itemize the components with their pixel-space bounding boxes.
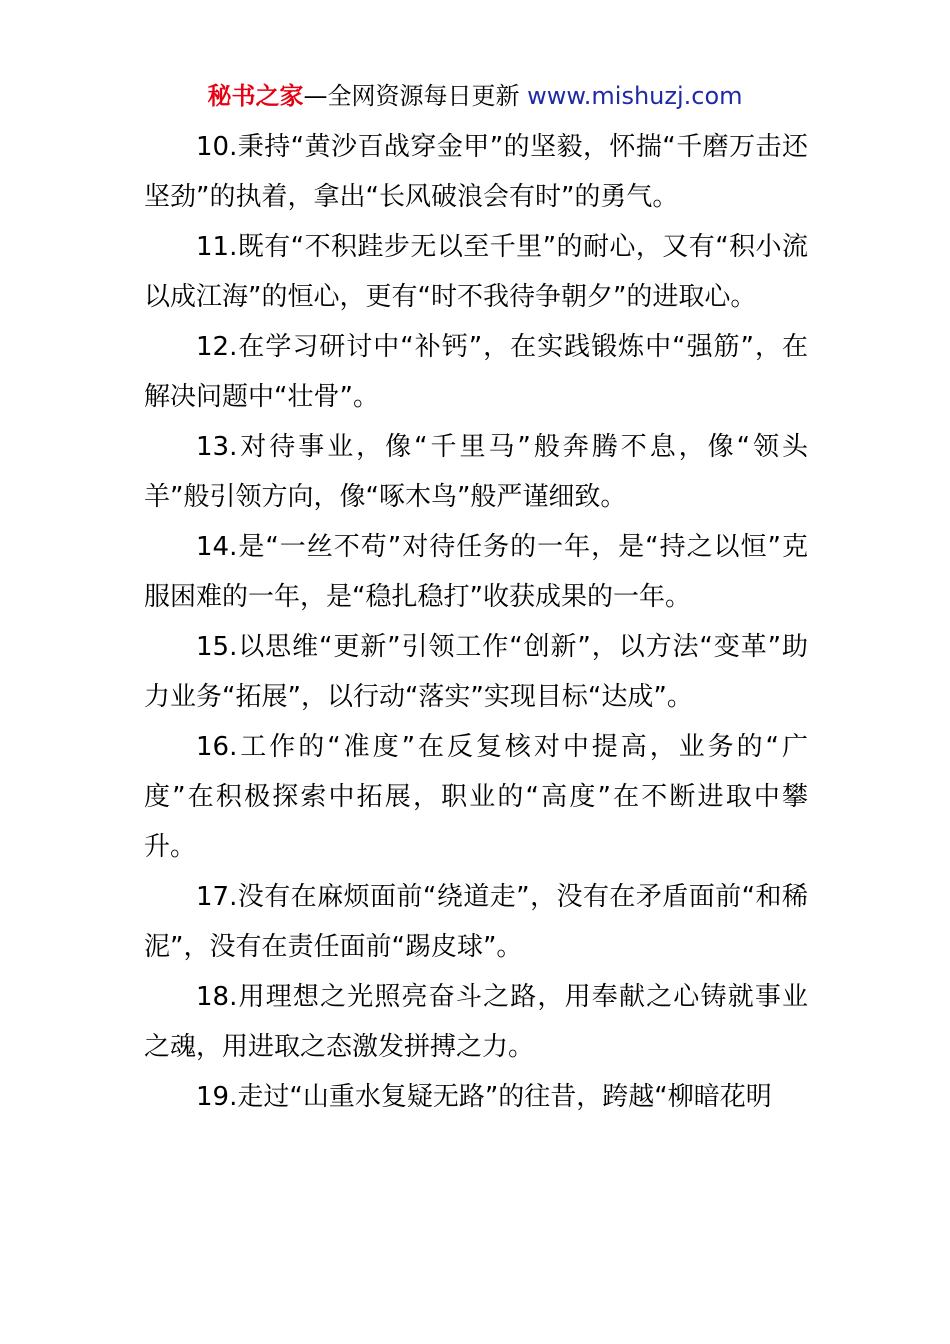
- paragraph-14: 14.是“一丝不苟”对待任务的一年，是“持之以恒”克服困难的一年，是“稳扎稳打”收获成果的一年。: [144, 532, 808, 612]
- page-header: [0, 80, 950, 112]
- paragraph-13: 13.对待事业，像“千里马”般奔腾不息，像“领头羊”般引领方向，像“啄木鸟”般严谨细致。: [144, 432, 808, 512]
- paragraph-17: 17.没有在麻烦面前“绕道走”，没有在矛盾面前“和稀泥”，没有在责任面前“踢皮球”。: [144, 882, 808, 962]
- header-tagline: —全网资源每日更新: [303, 82, 528, 110]
- document-body: [144, 122, 808, 1122]
- paragraph-15: 15.以思维“更新”引领工作“创新”，以方法“变革”助力业务“拓展”，以行动“落实”实现目标“达成”。: [144, 632, 808, 712]
- paragraph-12: 12.在学习研讨中“补钙”，在实践锻炼中“强筋”，在解决问题中“壮骨”。: [144, 332, 808, 412]
- paragraph-19: 19.走过“山重水复疑无路”的往昔，跨越“柳暗花明: [196, 1082, 772, 1112]
- paragraph-11: 11.既有“不积跬步无以至千里”的耐心，又有“积小流以成江海”的恒心，更有“时不我待争朝夕”的进取心。: [144, 232, 808, 312]
- paragraph-16: 16.工作的“准度”在反复核对中提高，业务的“广度”在积极探索中拓展，职业的“高度”在不断进取中攀升。: [144, 732, 808, 862]
- brand-name: 秘书之家: [207, 82, 304, 110]
- paragraph-18: 18.用理想之光照亮奋斗之路，用奉献之心铸就事业之魂，用进取之态激发拼搏之力。: [144, 982, 808, 1062]
- site-url: www.mishuzj.com: [527, 82, 743, 110]
- paragraph-10: 10.秉持“黄沙百战穿金甲”的坚毅，怀揣“千磨万击还坚劲”的执着，拿出“长风破浪会有时”的勇气。: [144, 132, 808, 212]
